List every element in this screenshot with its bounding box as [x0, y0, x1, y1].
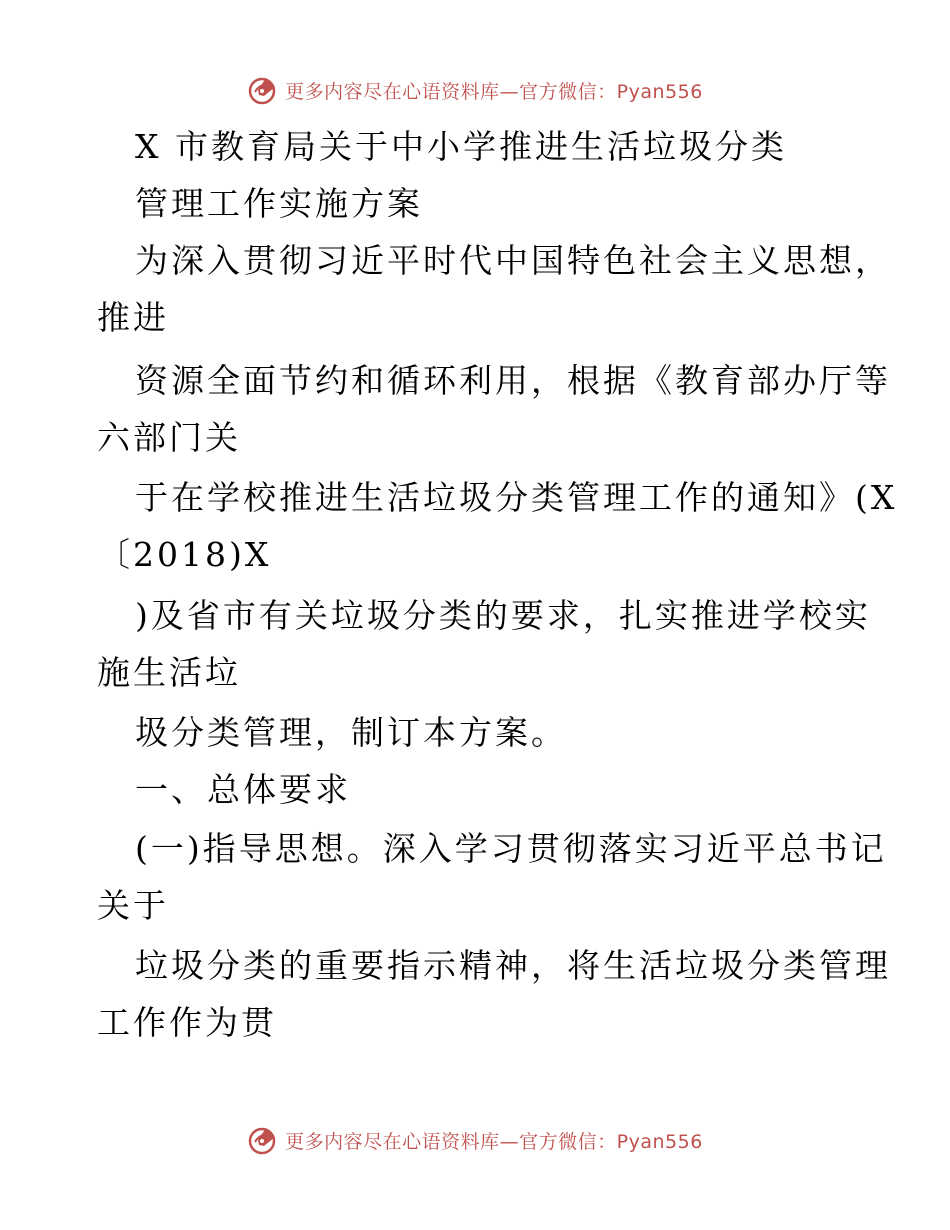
paragraph-line: 六部门关	[97, 418, 241, 457]
header-watermark	[0, 70, 950, 110]
footer-watermark-text: 更多内容尽在心语资料库—官方微信：Pyan556	[285, 1130, 703, 1153]
paragraph-line: 垃圾分类的重要指示精神，将生活垃圾分类管理	[135, 946, 891, 985]
header-watermark-text: 更多内容尽在心语资料库—官方微信：Pyan556	[285, 80, 703, 103]
paragraph-line: )及省市有关垃圾分类的要求，扎实推进学校实	[135, 596, 871, 635]
paragraph-line: 关于	[97, 886, 169, 925]
pen-logo-icon	[247, 1124, 279, 1156]
paragraph-line: 圾分类管理，制订本方案。	[135, 713, 567, 752]
section-heading: 一、总体要求	[135, 770, 351, 809]
title-line-2: 管理工作实施方案	[135, 184, 423, 223]
paragraph-line: 施生活垃	[97, 653, 241, 692]
pen-logo-icon	[247, 74, 279, 106]
paragraph-line: (一)指导思想。深入学习贯彻落实习近平总书记	[135, 829, 887, 868]
paragraph-line: 于在学校推进生活垃圾分类管理工作的通知》(X	[135, 478, 898, 517]
paragraph-line: 为深入贯彻习近平时代中国特色社会主义思想，	[135, 241, 891, 280]
paragraph-line: 〔2018)X	[97, 535, 272, 574]
paragraph-line: 资源全面节约和循环利用，根据《教育部办厅等	[135, 361, 891, 400]
title-line-1: X 市教育局关于中小学推进生活垃圾分类	[135, 127, 787, 166]
paragraph-line: 工作作为贯	[97, 1003, 277, 1042]
footer-watermark	[0, 1120, 950, 1160]
paragraph-line: 推进	[97, 298, 169, 337]
